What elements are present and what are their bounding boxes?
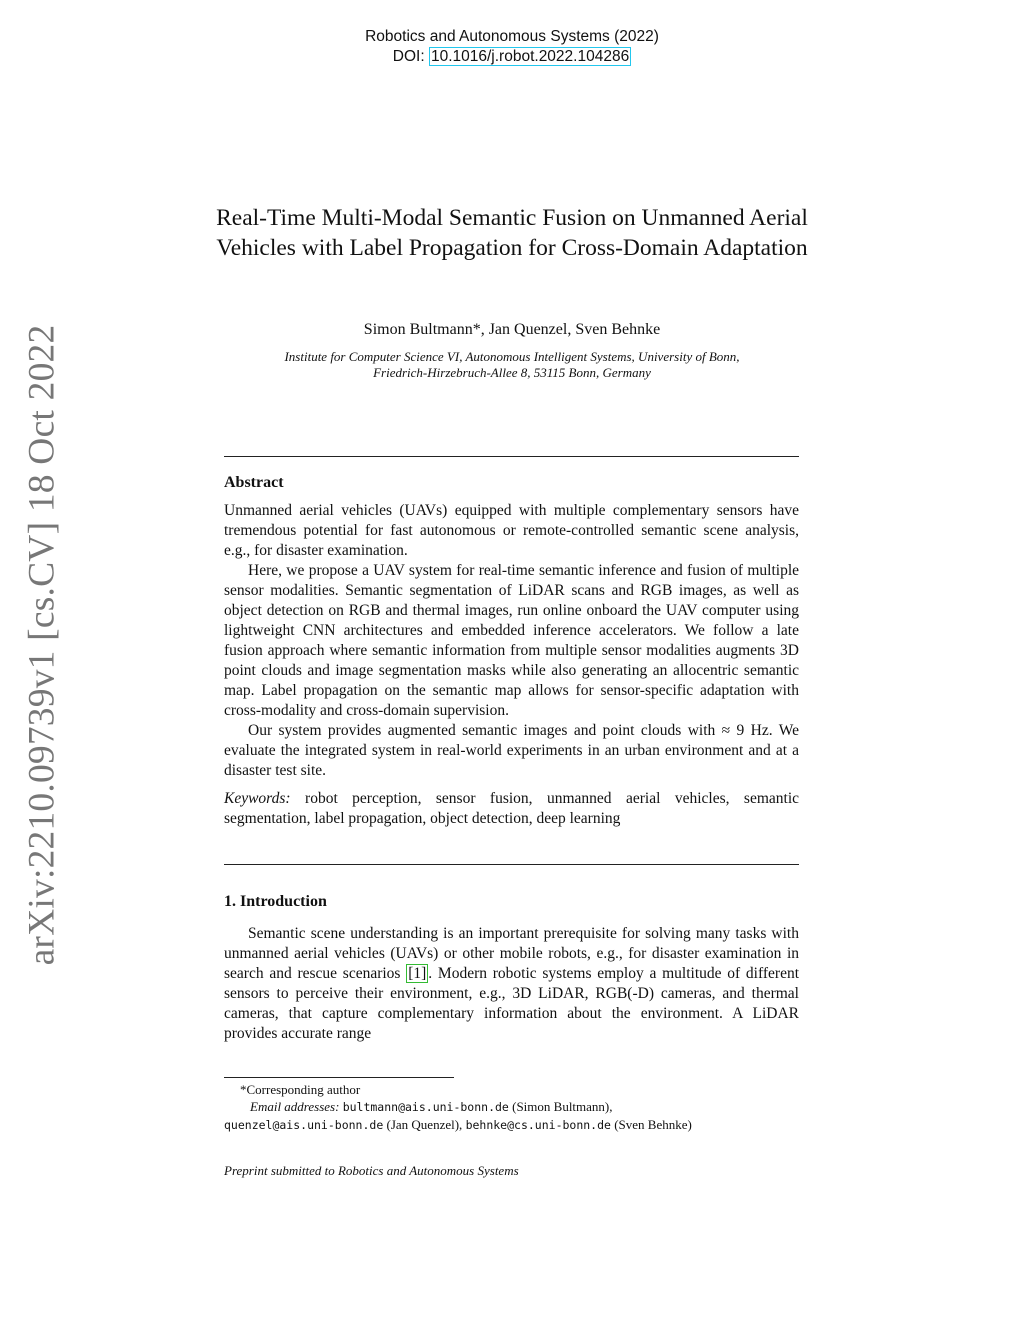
email-name-2: (Jan Quenzel), [386,1117,463,1132]
email-line-1 [224,1098,799,1116]
footnote [224,1081,799,1134]
abstract-section [224,473,799,829]
email-name-3: (Sven Behnke) [614,1117,692,1132]
intro-text-1: Semantic scene understanding is an important prerequisite for solving many tasks with unmanned aerial vehicles (UAVs) or other mobile robots, e.g., for disaster examination in search and rescue scenarios [224,925,799,982]
keywords-label: Keywords: [224,790,291,807]
venue-line: Robotics and Autonomous Systems (2022) [365,28,659,45]
footnote-rule [224,1077,454,1078]
abstract-bottom-rule [224,864,799,865]
paper-authors: Simon Bultmann*, Jan Quenzel, Sven Behnke [363,321,661,338]
journal-header [0,27,1024,67]
email-label: Email addresses: [250,1099,340,1114]
doi-label: DOI: [392,48,425,65]
email-quenzel[interactable]: quenzel@ais.uni-bonn.de [224,1118,384,1132]
abstract-heading: Abstract [224,474,284,491]
email-bultmann[interactable]: bultmann@ais.uni-bonn.de [342,1100,509,1114]
citation-link[interactable]: [1] [408,965,427,982]
affiliation-line-1: Institute for Computer Science VI, Autonomous Intelligent Systems, University of Bonn, [284,349,740,364]
introduction-paragraph [224,924,799,1044]
introduction-heading: 1. Introduction [224,893,327,910]
doi-line [0,47,1024,67]
email-name-1: (Simon Bultmann), [512,1099,613,1114]
abstract-top-rule [224,456,799,457]
preprint-note: Preprint submitted to Robotics and Autonomous Systems [224,1163,519,1178]
keywords [224,789,799,829]
doi-link[interactable]: 10.1016/j.robot.2022.104286 [430,48,630,65]
email-behnke[interactable]: behnke@cs.uni-bonn.de [465,1118,611,1132]
introduction-section [224,892,799,1044]
keywords-text: robot perception, sensor fusion, unmanned aerial vehicles, semantic segmentation, label propagation, object detection, deep learning [224,790,800,827]
affiliation-line-2: Friedrich-Hirzebruch-Allee 8, 53115 Bonn, Germany [373,365,651,380]
abstract-paragraph-3: Our system provides augmented semantic images and point clouds with ≈ 9 Hz. We evaluate the integrated system in real-world experiments in an urban environment and at a disaster test site. [224,722,799,779]
abstract-paragraph-1: Unmanned aerial vehicles (UAVs) equipped with multiple complementary sensors have tremendous potential for fast autonomous or remote-controlled semantic scene analysis, e.g., for disaster examination. [224,502,799,559]
corresponding-author-note: *Corresponding author [240,1082,361,1097]
arxiv-stamp-text: arXiv:2210.09739v1 [cs.CV] 18 Oct 2022 [21,324,63,966]
paper-title: Real-Time Multi-Modal Semantic Fusion on Unmanned Aerial Vehicles with Label Propagation for Cross-Domain Adaptation [216,205,808,261]
abstract-paragraph-2: Here, we propose a UAV system for real-time semantic inference and fusion of multiple sensor modalities. Semantic segmentation of LiDAR scans and RGB images, as well as object detection on RGB and thermal images, run online onboard the UAV computer using lightweight CNN architectures and embedded inference accelerators. We follow a late fusion approach where semantic information from multiple sensor modalities augments 3D point clouds and image segmentation masks while also generating an allocentric semantic map. Label propagation on the semantic map allows for sensor-specific adaptation with cross-modality and cross-domain supervision. [224,562,799,719]
intro-text-2: . Modern robotic systems employ a multitude of different sensors to perceive their environment, e.g., 3D LiDAR, RGB(-D) cameras, and thermal cameras, that capture complementary information about the environment. A LiDAR provides accurate range [224,965,799,1042]
email-line-2 [224,1116,799,1134]
paper-affiliation [212,349,812,381]
